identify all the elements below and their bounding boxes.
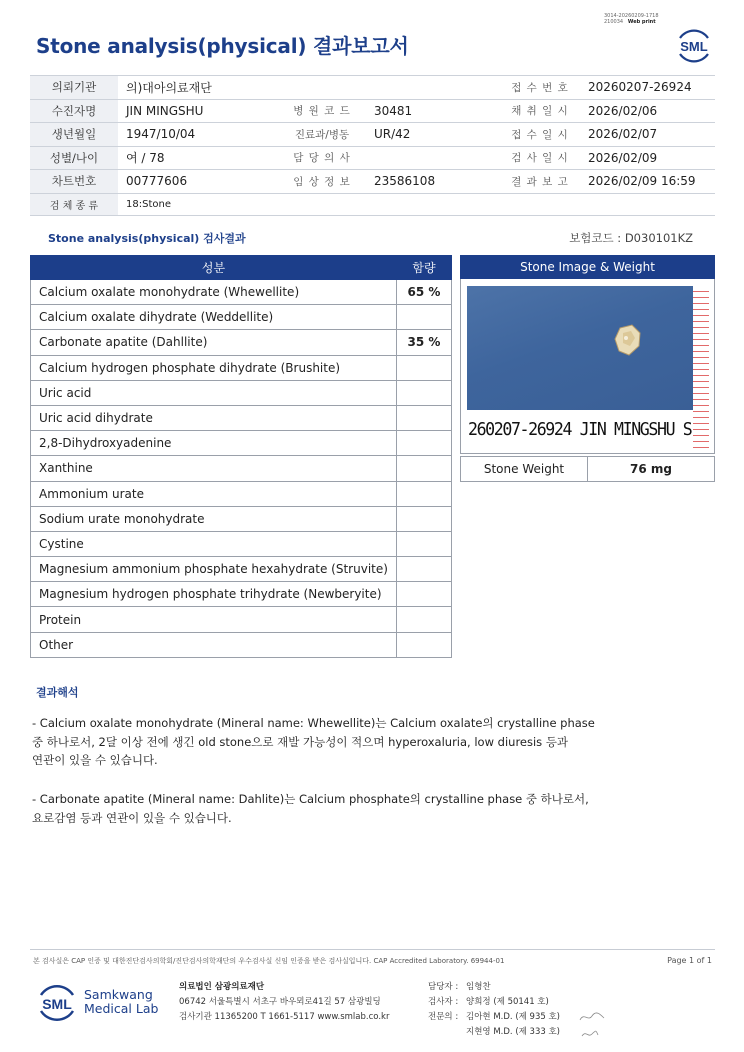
info-label: 생년월일: [30, 123, 118, 147]
info-value: 2026/02/06: [580, 99, 715, 123]
corporate-address: 06742 서울특별시 서초구 바우뫼로41길 57 삼광빌딩: [179, 997, 381, 1007]
accreditation-note: 본 검사실은 CAP 인증 및 대한진단검사의학회/진단검사의학재단의 우수검사실 신임 인증을 받은 검사실입니다. CAP Accredited Laboratory. 69944-01: [33, 957, 505, 965]
table-row: [31, 481, 452, 506]
info-label: 차트번호: [30, 170, 118, 194]
info-value: 1947/10/04: [118, 123, 278, 147]
amount-column-header: 함량: [396, 256, 451, 280]
table-row: [31, 506, 452, 531]
info-row: [30, 123, 715, 147]
interpretation-paragraph: [32, 790, 632, 827]
staff-row: 전문의 : 김아현 M.D. (제 935 호): [428, 1012, 561, 1022]
info-value: 30481: [366, 99, 500, 123]
table-row: [461, 457, 715, 482]
component-name: Uric acid: [31, 380, 397, 405]
info-label: 임 상 정 보: [278, 170, 366, 194]
component-amount: [396, 531, 451, 556]
info-value: 여 / 78: [118, 146, 278, 170]
corporate-contact: 검사기관 11365200 T 1661-5117 www.smlab.co.kr: [179, 1012, 390, 1022]
component-amount: [396, 557, 451, 582]
sml-logo-icon: [36, 982, 78, 1024]
table-row: [31, 405, 452, 430]
results-header-row: [31, 256, 452, 280]
stone-photo: [467, 286, 709, 449]
interpretation-paragraph: [32, 714, 632, 770]
component-amount: [396, 431, 451, 456]
interpretation-line: 중 하나로서, 2달 이상 전에 생긴 old stone으로 재발 가능성이 적으며 hyperoxaluria, low diuresis 등과: [32, 734, 569, 749]
table-row: [31, 355, 452, 380]
table-row: [31, 632, 452, 657]
component-name: Carbonate apatite (Dahllite): [31, 330, 397, 355]
staff-row: 담당자 : 임형찬: [428, 982, 491, 992]
photo-label-text: 260207-26924 JIN MINGSHU S: [468, 419, 692, 440]
component-name: Calcium oxalate monohydrate (Whewellite): [31, 280, 397, 305]
component-name: Xanthine: [31, 456, 397, 481]
component-amount: [396, 632, 451, 657]
component-name: Magnesium ammonium phosphate hexahydrate (Struvite): [31, 557, 397, 582]
info-value: 20260207-26924: [580, 76, 715, 100]
info-value: 2026/02/07: [580, 123, 715, 147]
interpretation-line: 요로감염 등과 연관이 있을 수 있습니다.: [32, 810, 232, 825]
info-label: 접 수 번 호: [500, 76, 580, 100]
info-label: 결 과 보 고: [500, 170, 580, 194]
corporate-name: 의료법인 삼광의료재단: [179, 982, 265, 992]
staff-row: 지현영 M.D. (제 333 호): [466, 1027, 561, 1037]
info-value: 2026/02/09: [580, 146, 715, 170]
photo-background: [467, 286, 693, 410]
results-table: [30, 255, 452, 658]
signature-icon: [578, 1008, 608, 1042]
component-amount: [396, 355, 451, 380]
staff-list: [428, 980, 560, 1040]
info-row: [30, 170, 715, 194]
info-label: 접 수 일 시: [500, 123, 580, 147]
table-row: [31, 456, 452, 481]
stone-weight-table: [460, 456, 715, 482]
info-label: 검 사 일 시: [500, 146, 580, 170]
page-number: Page 1 of 1: [667, 956, 712, 965]
table-row: [31, 557, 452, 582]
interpretation-line: - Carbonate apatite (Mineral name: Dahlite)는 Calcium phosphate의 crystalline phase 중 하나로서,: [32, 792, 589, 806]
print-code: 3014-20260209-1718 210034 Web print: [604, 13, 659, 25]
component-name: Cystine: [31, 531, 397, 556]
component-amount: [396, 506, 451, 531]
stone-weight-value: 76 mg: [588, 457, 715, 482]
patient-info-table: [30, 75, 715, 216]
table-row: [31, 582, 452, 607]
kidney-stone-icon: [614, 324, 642, 356]
table-row: [31, 607, 452, 632]
info-label: 수진자명: [30, 99, 118, 123]
table-row: [31, 330, 452, 355]
component-name: Protein: [31, 607, 397, 632]
table-row: [31, 531, 452, 556]
table-row: [31, 380, 452, 405]
section-title: Stone analysis(physical) 검사결과: [48, 232, 246, 245]
info-label: 성별/나이: [30, 146, 118, 170]
component-amount: [396, 481, 451, 506]
component-amount: [396, 380, 451, 405]
info-value: 23586108: [366, 170, 500, 194]
component-amount: [396, 456, 451, 481]
info-value: 의)대아의료재단: [118, 76, 500, 100]
sml-logo-icon: [674, 26, 714, 64]
component-amount: [396, 305, 451, 330]
info-label: 의뢰기관: [30, 76, 118, 100]
logo-text: SML: [680, 39, 708, 54]
brand-name: Samkwang Medical Lab: [84, 987, 159, 1016]
info-value: UR/42: [366, 123, 500, 147]
info-row: [30, 76, 715, 100]
info-label: 채 취 일 시: [500, 99, 580, 123]
interpretation-line: - Calcium oxalate monohydrate (Mineral name: Whewellite)는 Calcium oxalate의 crystalline phase: [32, 716, 595, 730]
staff-row: 검사자 : 양희정 (제 50141 호): [428, 997, 549, 1007]
logo-text: SML: [42, 996, 72, 1012]
component-name: Calcium oxalate dihydrate (Weddellite): [31, 305, 397, 330]
stone-image-header: Stone Image & Weight: [460, 255, 715, 279]
info-label: 병 원 코 드: [278, 99, 366, 123]
component-amount: 65 %: [396, 280, 451, 305]
footer-divider: [30, 949, 715, 950]
photo-ruler-strip: [693, 286, 709, 449]
component-amount: [396, 582, 451, 607]
insurance-code: 보험코드 : D030101KZ: [569, 231, 693, 245]
info-value: 2026/02/09 16:59: [580, 170, 715, 194]
interpretation-line: 연관이 있을 수 있습니다.: [32, 753, 158, 767]
component-amount: [396, 607, 451, 632]
component-name: Uric acid dihydrate: [31, 405, 397, 430]
interpretation-heading: 결과해석: [36, 686, 79, 699]
component-amount: [396, 405, 451, 430]
table-row: [31, 305, 452, 330]
info-value: 00777606: [118, 170, 278, 194]
table-row: [31, 431, 452, 456]
table-row: [31, 280, 452, 305]
info-row: [30, 99, 715, 123]
report-title: Stone analysis(physical) 결과보고서: [36, 34, 409, 58]
info-row: [30, 193, 715, 215]
component-amount: 35 %: [396, 330, 451, 355]
info-label: 진료과/병동: [278, 123, 366, 147]
info-label: 담 당 의 사: [278, 146, 366, 170]
component-name: Sodium urate monohydrate: [31, 506, 397, 531]
stone-weight-label: Stone Weight: [461, 457, 588, 482]
info-row: [30, 146, 715, 170]
info-value: 18:Stone: [118, 193, 715, 215]
corporate-info: [179, 980, 389, 1025]
component-name: Other: [31, 632, 397, 657]
info-value: [366, 146, 500, 170]
info-label: 검 체 종 류: [30, 193, 118, 215]
component-column-header: 성분: [31, 256, 397, 280]
component-name: Magnesium hydrogen phosphate trihydrate (Newberyite): [31, 582, 397, 607]
component-name: Calcium hydrogen phosphate dihydrate (Brushite): [31, 355, 397, 380]
component-name: Ammonium urate: [31, 481, 397, 506]
component-name: 2,8-Dihydroxyadenine: [31, 431, 397, 456]
info-value: JIN MINGSHU: [118, 99, 278, 123]
